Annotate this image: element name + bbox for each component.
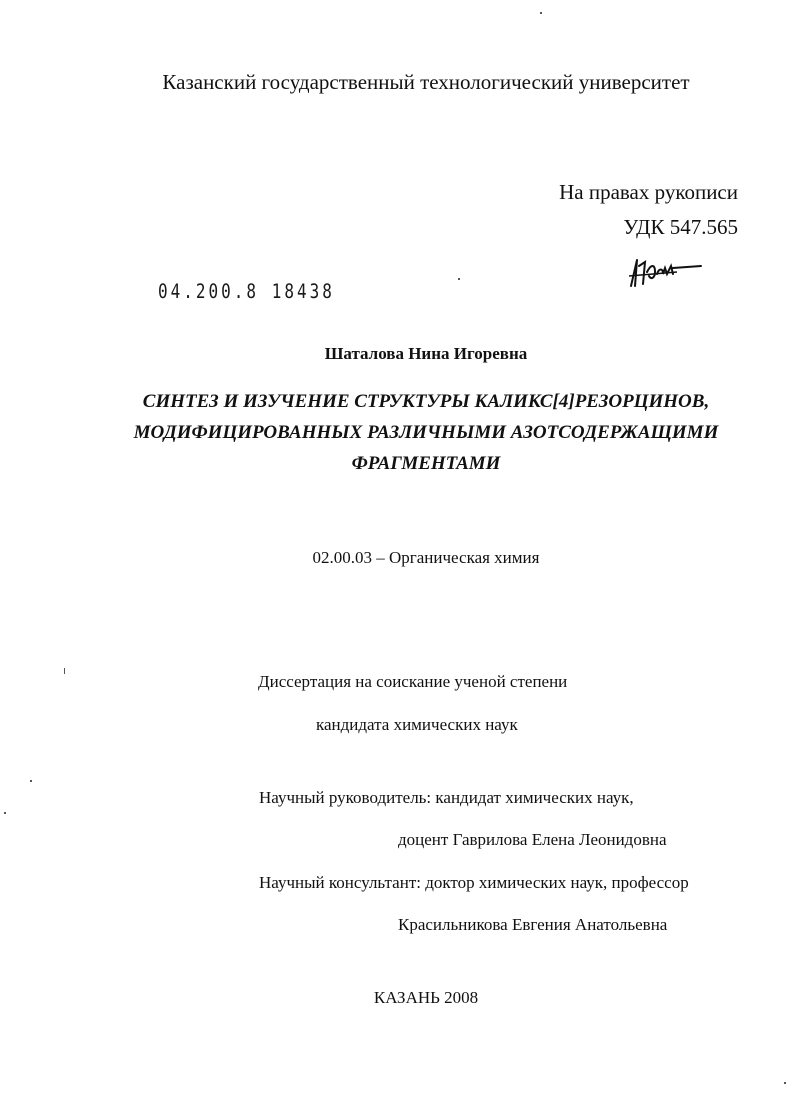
thesis-degree-line1: Диссертация на соискание ученой степени xyxy=(258,672,568,691)
thesis-degree-line2: кандидата химических наук xyxy=(316,715,518,734)
scan-speck xyxy=(540,12,542,14)
university-name: Казанский государственный технологический университет xyxy=(162,70,690,94)
scan-speck xyxy=(458,278,460,280)
scan-speck xyxy=(30,780,32,782)
scan-speck xyxy=(64,668,65,674)
consultant-name: Красильникова Евгения Анатольевна xyxy=(398,915,668,934)
title-line: МОДИФИЦИРОВАННЫХ РАЗЛИЧНЫМИ АЗОТСОДЕРЖАЩИМИ xyxy=(133,422,719,443)
title-line: СИНТЕЗ И ИЗУЧЕНИЕ СТРУКТУРЫ КАЛИКС[4]РЕЗОРЦИНОВ, xyxy=(142,391,710,412)
supervisor-title: Научный руководитель: кандидат химических наук, xyxy=(259,788,634,807)
title-line: ФРАГМЕНТАМИ xyxy=(351,453,501,474)
specialty: 02.00.03 – Органическая химия xyxy=(312,548,540,567)
dissertation-title xyxy=(0,386,794,479)
supervisor-name: доцент Гаврилова Елена Леонидовна xyxy=(398,830,667,849)
scan-speck xyxy=(4,812,6,814)
author-name: Шаталова Нина Игоревна xyxy=(324,344,528,363)
city-year: КАЗАНЬ 2008 xyxy=(373,988,479,1007)
library-stamp: 04.200.8 18438 xyxy=(158,280,335,303)
rights-note: На правах рукописи xyxy=(559,180,738,204)
scan-speck xyxy=(784,1082,786,1084)
consultant-title: Научный консультант: доктор химических наук, профессор xyxy=(259,873,689,892)
handwritten-signature xyxy=(625,246,707,292)
udk-code: УДК 547.565 xyxy=(623,215,738,239)
